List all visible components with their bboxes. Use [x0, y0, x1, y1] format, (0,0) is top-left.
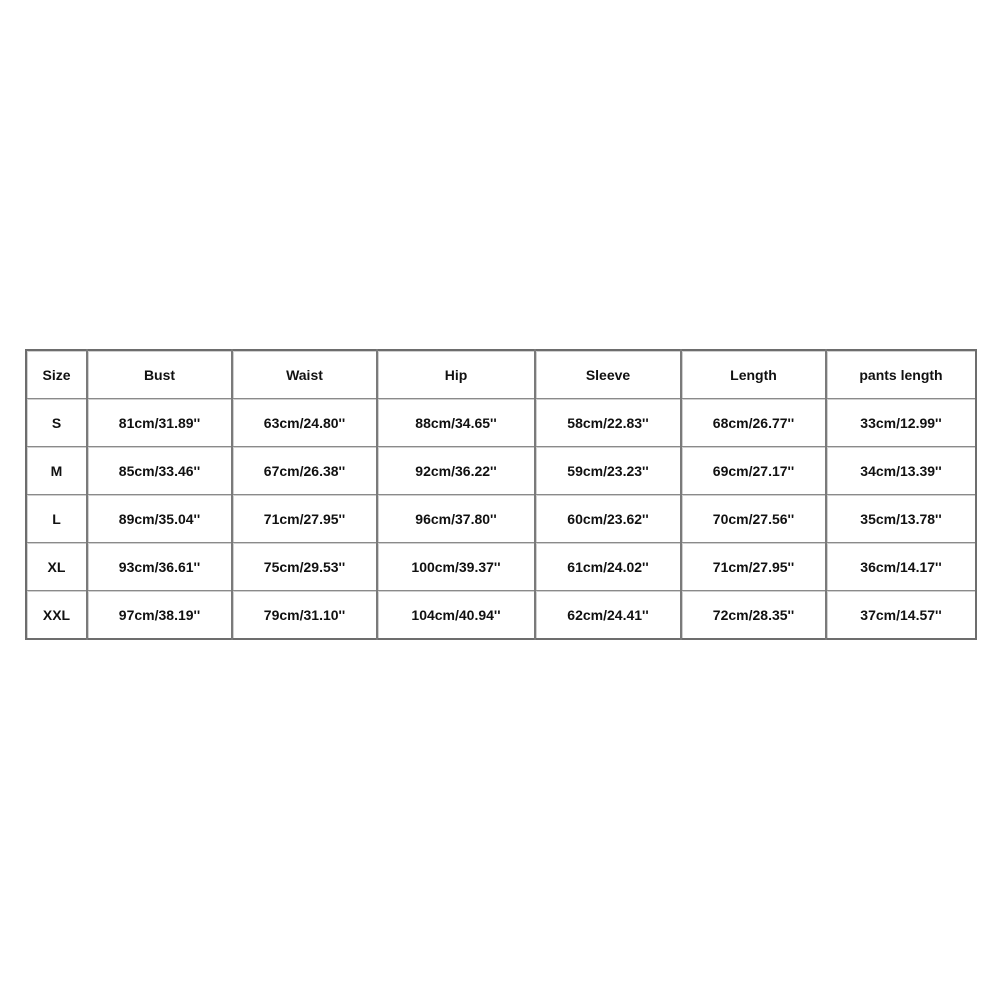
sleeve-cell: 62cm/24.41'': [535, 591, 681, 640]
size-cell: XL: [26, 543, 87, 591]
sleeve-cell: 61cm/24.02'': [535, 543, 681, 591]
pants-length-cell: 34cm/13.39'': [826, 447, 976, 495]
waist-cell: 75cm/29.53'': [232, 543, 377, 591]
table-row: [26, 447, 976, 495]
size-cell: L: [26, 495, 87, 543]
pants-length-cell: 33cm/12.99'': [826, 399, 976, 447]
hip-cell: 88cm/34.65'': [377, 399, 535, 447]
hip-cell: 96cm/37.80'': [377, 495, 535, 543]
pants-length-cell: 36cm/14.17'': [826, 543, 976, 591]
sleeve-cell: 59cm/23.23'': [535, 447, 681, 495]
waist-cell: 79cm/31.10'': [232, 591, 377, 640]
header-size: Size: [26, 350, 87, 399]
hip-cell: 104cm/40.94'': [377, 591, 535, 640]
bust-cell: 85cm/33.46'': [87, 447, 232, 495]
waist-cell: 63cm/24.80'': [232, 399, 377, 447]
waist-cell: 67cm/26.38'': [232, 447, 377, 495]
header-pants-length: pants length: [826, 350, 976, 399]
size-cell: S: [26, 399, 87, 447]
hip-cell: 100cm/39.37'': [377, 543, 535, 591]
length-cell: 70cm/27.56'': [681, 495, 826, 543]
pants-length-cell: 37cm/14.57'': [826, 591, 976, 640]
bust-cell: 81cm/31.89'': [87, 399, 232, 447]
header-hip: Hip: [377, 350, 535, 399]
size-cell: XXL: [26, 591, 87, 640]
bust-cell: 93cm/36.61'': [87, 543, 232, 591]
pants-length-cell: 35cm/13.78'': [826, 495, 976, 543]
table-header-row: [26, 350, 976, 399]
bust-cell: 89cm/35.04'': [87, 495, 232, 543]
hip-cell: 92cm/36.22'': [377, 447, 535, 495]
header-waist: Waist: [232, 350, 377, 399]
sleeve-cell: 60cm/23.62'': [535, 495, 681, 543]
size-cell: M: [26, 447, 87, 495]
length-cell: 68cm/26.77'': [681, 399, 826, 447]
waist-cell: 71cm/27.95'': [232, 495, 377, 543]
length-cell: 69cm/27.17'': [681, 447, 826, 495]
table-row: [26, 591, 976, 640]
table-row: [26, 495, 976, 543]
length-cell: 71cm/27.95'': [681, 543, 826, 591]
sleeve-cell: 58cm/22.83'': [535, 399, 681, 447]
bust-cell: 97cm/38.19'': [87, 591, 232, 640]
header-bust: Bust: [87, 350, 232, 399]
table-row: [26, 543, 976, 591]
header-length: Length: [681, 350, 826, 399]
header-sleeve: Sleeve: [535, 350, 681, 399]
size-chart-table: [25, 349, 977, 640]
length-cell: 72cm/28.35'': [681, 591, 826, 640]
table-row: [26, 399, 976, 447]
